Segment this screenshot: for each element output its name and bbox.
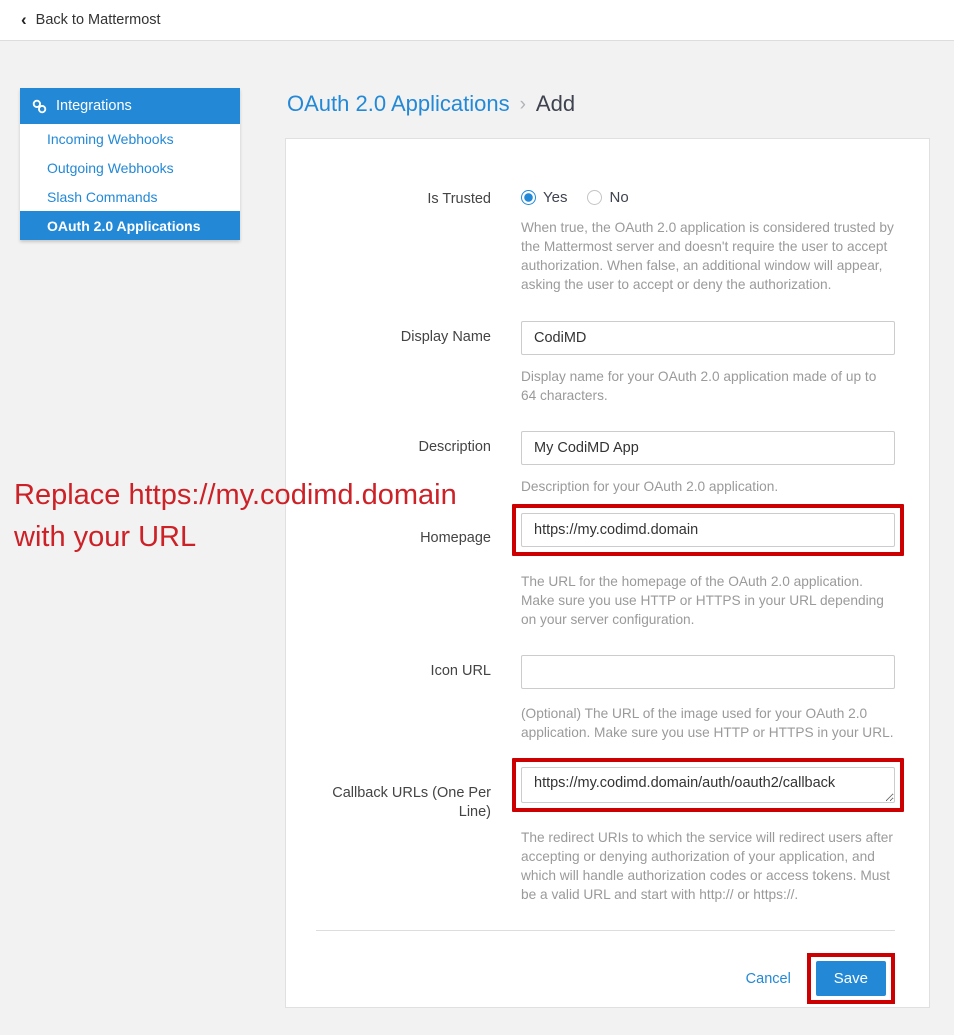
description-row bbox=[286, 431, 895, 496]
callback-urls-row bbox=[286, 767, 895, 904]
sidebar-item-label: OAuth 2.0 Applications bbox=[47, 217, 201, 234]
top-bar bbox=[0, 0, 954, 41]
is-trusted-row bbox=[286, 183, 895, 294]
radio-selected-icon bbox=[521, 190, 536, 205]
radio-no-label: No bbox=[609, 189, 629, 206]
sidebar-item-label: Slash Commands bbox=[47, 188, 158, 205]
save-button[interactable]: Save bbox=[816, 961, 886, 996]
sidebar-header-label: Integrations bbox=[56, 98, 132, 114]
is-trusted-radio-group bbox=[521, 183, 895, 206]
breadcrumb-separator: › bbox=[519, 94, 526, 115]
radio-yes-label: Yes bbox=[543, 189, 568, 206]
icon-url-label: Icon URL bbox=[430, 663, 491, 679]
back-link-label: Back to Mattermost bbox=[35, 12, 161, 28]
sidebar-item-label: Outgoing Webhooks bbox=[47, 159, 174, 176]
is-trusted-yes-radio[interactable] bbox=[521, 189, 567, 206]
radio-unselected-icon bbox=[587, 190, 602, 205]
display-name-help-text: Display name for your OAuth 2.0 application made of up to 64 characters. bbox=[521, 369, 877, 403]
callback-urls-red-annotation-rect bbox=[512, 758, 904, 812]
display-name-row bbox=[286, 321, 895, 405]
icon-url-help-text: (Optional) The URL of the image used for your OAuth 2.0 application. Make sure you use HTTP or HTTPS in your URL. bbox=[521, 706, 894, 740]
sidebar-item-outgoing-webhooks[interactable] bbox=[20, 153, 240, 182]
icon-url-input[interactable] bbox=[521, 655, 895, 689]
description-help-text: Description for your OAuth 2.0 application. bbox=[521, 479, 779, 494]
is-trusted-label: Is Trusted bbox=[427, 191, 491, 207]
cancel-link[interactable]: Cancel bbox=[745, 970, 791, 987]
display-name-label: Display Name bbox=[400, 329, 491, 345]
description-label: Description bbox=[418, 439, 491, 455]
display-name-input[interactable] bbox=[521, 321, 895, 355]
link-icon bbox=[32, 99, 47, 114]
integrations-sidebar bbox=[20, 88, 240, 240]
is-trusted-help-text: When true, the OAuth 2.0 application is considered trusted by the Mattermost server and doesn't require the user to accept authorization. When false, an additional window will appear, asking the user to accept or deny the authorization. bbox=[521, 220, 894, 292]
page-title: Add bbox=[535, 91, 576, 116]
callback-urls-textarea[interactable] bbox=[521, 767, 895, 803]
sidebar-header-integrations[interactable] bbox=[20, 88, 240, 124]
save-red-annotation-rect bbox=[807, 953, 895, 1004]
breadcrumb bbox=[287, 91, 575, 117]
annotation-line-2: with your URL bbox=[14, 521, 197, 553]
homepage-row bbox=[286, 513, 895, 629]
homepage-help-text: The URL for the homepage of the OAuth 2.0 application. Make sure you use HTTP or HTTPS in your URL depending on your server configuration. bbox=[521, 574, 884, 627]
annotation-line-1: Replace https://my.codimd.domain bbox=[14, 479, 457, 511]
homepage-red-annotation-rect bbox=[512, 504, 904, 556]
callback-urls-help-text: The redirect URIs to which the service will redirect users after accepting or denying authorization of your application, and which will handle authorization codes or access tokens. Must be a valid URL and start with http:// or https://. bbox=[521, 830, 893, 902]
sidebar-item-oauth-applications[interactable] bbox=[20, 211, 240, 240]
homepage-input[interactable] bbox=[521, 513, 895, 547]
form-footer bbox=[286, 931, 895, 1004]
sidebar-item-incoming-webhooks[interactable] bbox=[20, 124, 240, 153]
back-to-mattermost-link[interactable] bbox=[21, 9, 161, 29]
homepage-label: Homepage bbox=[420, 530, 491, 546]
is-trusted-no-radio[interactable] bbox=[587, 189, 628, 206]
callback-urls-label: Callback URLs (One Per Line) bbox=[332, 785, 491, 820]
sidebar-item-slash-commands[interactable] bbox=[20, 182, 240, 211]
sidebar-item-label: Incoming Webhooks bbox=[47, 130, 174, 147]
chevron-left-icon: ‹ bbox=[21, 9, 27, 29]
add-oauth-app-form bbox=[285, 138, 930, 1008]
breadcrumb-oauth-applications-link[interactable]: OAuth 2.0 Applications bbox=[287, 91, 510, 116]
icon-url-row bbox=[286, 655, 895, 742]
description-input[interactable] bbox=[521, 431, 895, 465]
